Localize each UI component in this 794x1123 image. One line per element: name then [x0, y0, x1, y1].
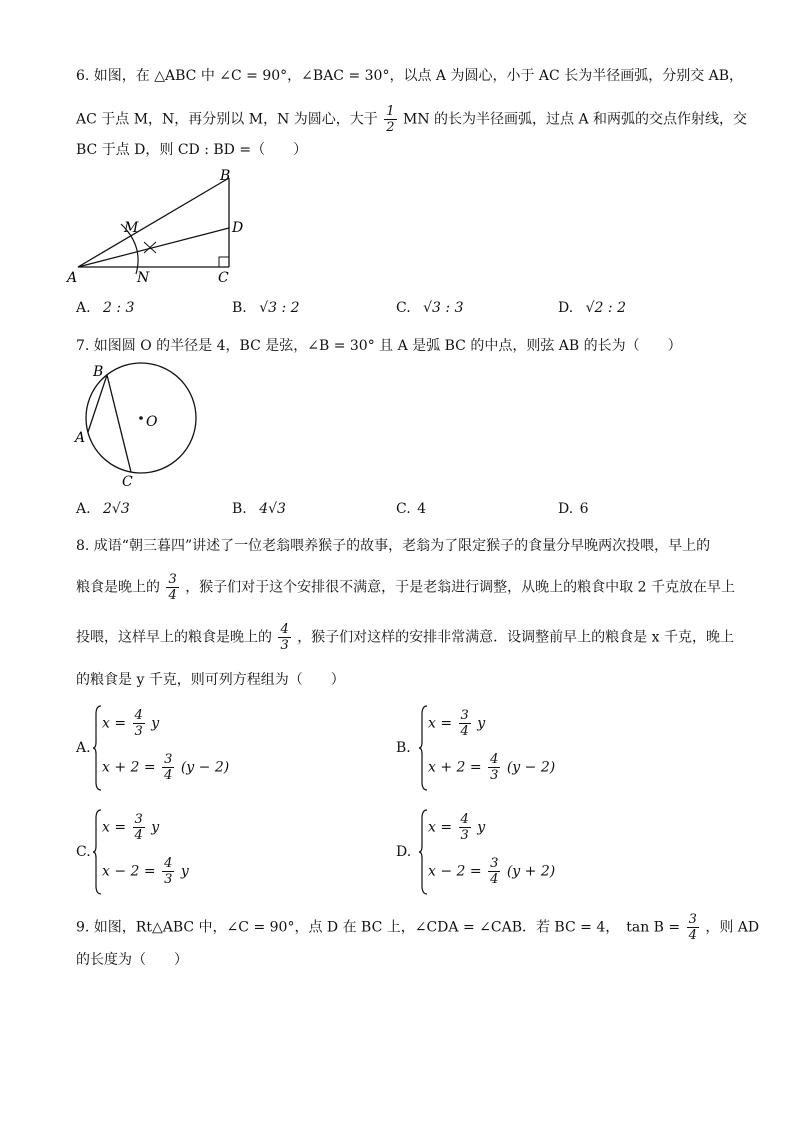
q8-option-d-system[interactable]: x = $\frac{4}{3}$ y x − 2 = $\frac{3}{4}$ (y + 2): [418, 808, 598, 896]
q7-option-c[interactable]: C. 4: [396, 501, 427, 517]
q8-text-line2: 粮食是晚上的 $\frac{3}{4}$ ，猴子们对于这个安排很不满意，于是老翁进行调整，从晚上的粮食中取 2 千克放在早上: [76, 572, 735, 603]
q6-option-b[interactable]: B. √3 : 2: [232, 300, 300, 316]
q6-text-line1: 6. 如图，在 △ABC 中 ∠C = 90°，∠BAC = 30°，以点 A 为圆心，小于 AC 长为半径画弧，分别交 AB，: [76, 68, 744, 84]
q7-label-a: A: [75, 430, 86, 446]
brace-icon: [418, 704, 428, 792]
q6-label-d: D: [232, 220, 244, 236]
q6-label-n: N: [137, 270, 150, 286]
q7-label-c: C: [122, 474, 133, 490]
q6-label-m: M: [124, 220, 139, 236]
brace-icon: [92, 808, 102, 896]
q6-text-line2: AC 于点 M，N，再分别以 M，N 为圆心，大于 $\frac{1}{2}$ MN 的长为半径画弧，过点 A 和两弧的交点作射线，交: [76, 104, 748, 135]
q7-label-o: O: [146, 414, 158, 430]
q6-fraction: $\frac{1}{2}$: [386, 104, 395, 135]
q7-text-line1: 7. 如图圆 O 的半径是 4，BC 是弦，∠B = 30° 且 A 是弧 BC 的中点，则弦 AB 的长为（ ）: [76, 338, 682, 354]
q6-option-a[interactable]: A. 2 : 3: [76, 300, 135, 316]
q8-option-d-letter[interactable]: D.: [396, 844, 412, 860]
q8-text-line4: 的粮食是 y 千克，则可列方程组为（ ）: [76, 672, 345, 688]
brace-icon: [92, 704, 102, 792]
q7-option-a[interactable]: A. 2√3: [76, 501, 130, 517]
q8-option-c-letter[interactable]: C.: [76, 844, 91, 860]
q7-circle-figure: [66, 360, 206, 490]
q8-option-b-system[interactable]: x = $\frac{3}{4}$ y x + 2 = $\frac{4}{3}$ (y − 2): [418, 704, 598, 792]
q9-text-line2: 的长度为（ ）: [76, 952, 188, 968]
q8-option-a-system[interactable]: x = $\frac{4}{3}$ y x + 2 = $\frac{3}{4}$ (y − 2): [92, 704, 272, 792]
q6-label-c: C: [218, 270, 229, 286]
q7-option-b[interactable]: B. 4√3: [232, 501, 286, 517]
q8-option-c-system[interactable]: x = $\frac{3}{4}$ y x − 2 = $\frac{4}{3}$ y: [92, 808, 272, 896]
q6-text-line3: BC 于点 D，则 CD : BD =（ ）: [76, 142, 308, 158]
q8-option-a-letter[interactable]: A.: [76, 740, 91, 756]
q6-label-b: B: [220, 168, 231, 184]
q6-option-c[interactable]: C. √3 : 3: [396, 300, 464, 316]
brace-icon: [418, 808, 428, 896]
q7-option-d[interactable]: D. 6: [558, 501, 589, 517]
q8-text-line1: 8. 成语“朝三暮四”讲述了一位老翁喂养猴子的故事，老翁为了限定猴子的食量分早晚两次投喂，早上的: [76, 538, 711, 554]
q8-text-line3: 投喂，这样早上的粮食是晚上的 $\frac{4}{3}$ ，猴子们对这样的安排非常满意．设调整前早上的粮食是 x 千克，晚上: [76, 622, 734, 653]
q6-label-a: A: [67, 270, 78, 286]
q9-text-line1: 9. 如图，Rt△ABC 中，∠C = 90°，点 D 在 BC 上，∠CDA = ∠CAB．若 BC = 4， tan B = $\frac{3}{4}$ ，则 AD: [76, 912, 760, 943]
q6-triangle-figure: [66, 166, 256, 288]
q7-label-b: B: [93, 364, 104, 380]
q8-option-b-letter[interactable]: B.: [396, 740, 411, 756]
q6-option-d[interactable]: D. √2 : 2: [558, 300, 626, 316]
